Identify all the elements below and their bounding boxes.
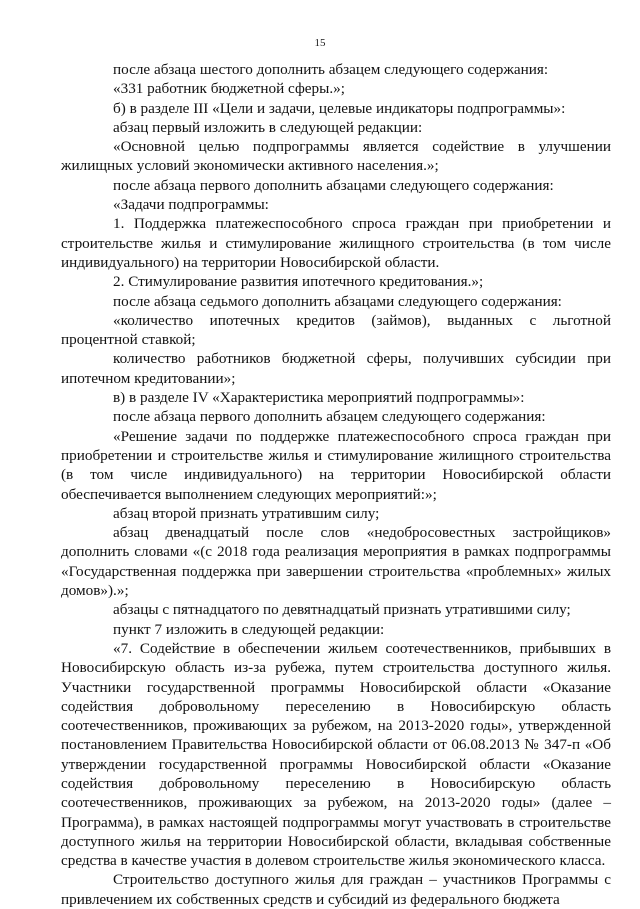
paragraph: после абзаца первого дополнить абзацем следующего содержания:	[113, 408, 546, 426]
paragraph: после абзаца шестого дополнить абзацем следующего содержания:	[113, 61, 549, 78]
paragraph: б) в разделе III «Цели и задачи, целевые индикаторы подпрограммы»:	[113, 99, 566, 117]
paragraph: абзацы с пятнадцатого по девятнадцатый признать утратившими силу;	[113, 601, 571, 619]
paragraph: после абзаца седьмого дополнить абзацами следующего содержания:	[113, 292, 562, 310]
paragraph: «Решение задачи по поддержке платежеспособного спроса граждан при приобретении и строительстве жилья и стимулирование жилищного строительства (в том числе индивидуального) на территории Новосибирской области обеспечивается выполнением следующих мероприятий:»;	[61, 427, 611, 503]
paragraph: пункт 7 изложить в следующей редакции:	[113, 620, 385, 638]
paragraph: в) в разделе IV «Характеристика мероприятий подпрограммы»:	[113, 389, 525, 407]
paragraph: абзац двенадцатый после слов «недобросовестных застройщиков» дополнить словами «(с 2018 года реализация мероприятия в рамках подпрограммы «Государственная поддержка при завершении строительства «проблемных» жилых домов»).»;	[61, 524, 611, 600]
paragraph: 1. Поддержка платежеспособного спроса граждан при приобретении и строительстве жилья и стимулирование жилищного строительства (в том числе индивидуального) на территории Новосибирской области.	[61, 215, 611, 271]
page-number: 15	[314, 37, 326, 49]
paragraph: «Основной целью подпрограммы является содействие в улучшении жилищных условий экономически активного населения.»;	[61, 138, 611, 175]
paragraph: после абзаца первого дополнить абзацами следующего содержания:	[113, 176, 554, 194]
paragraph: «Задачи подпрограммы:	[113, 196, 269, 214]
paragraph: «331 работник бюджетной сферы.»;	[113, 80, 345, 98]
paragraph: «количество ипотечных кредитов (займов), выданных с льготной процентной ставкой;	[61, 311, 611, 349]
paragraph: Строительство доступного жилья для граждан – участников Программы с привлечением их собственных средств и субсидий из федерального бюджета	[61, 871, 611, 908]
document-body	[61, 60, 611, 909]
paragraph: количество работников бюджетной сферы, получивших субсидии при ипотечном кредитовании»;	[61, 350, 611, 387]
paragraph: 2. Стимулирование развития ипотечного кредитования.»;	[113, 273, 484, 291]
paragraph: абзац второй признать утратившим силу;	[113, 504, 380, 522]
paragraph: абзац первый изложить в следующей редакции:	[113, 118, 423, 136]
paragraph: «7. Содействие в обеспечении жильем соотечественников, прибывших в Новосибирскую область из-за рубежа, путем строительства доступного жилья. Участники государственной программы Новосибирской области «Оказание содействия добровольному переселению в Новосибирскую область соотечественников, проживающих за рубежом, на 2013-2020 годы», утвержденной постановлением Правительства Новосибирской области от 06.08.2013 № 347-п «Об утверждении государственной программы Новосибирской области «Оказание содействия добровольному переселению в Новосибирскую область соотечественников, проживающих за рубежом, на 2013-2020 годы» (далее – Программа), в рамках настоящей подпрограммы могут участвовать в строительстве доступного жилья на территории Новосибирской области, вкладывая собственные средства в качестве участия в долевом строительстве жилья экономического класса.	[61, 639, 611, 870]
